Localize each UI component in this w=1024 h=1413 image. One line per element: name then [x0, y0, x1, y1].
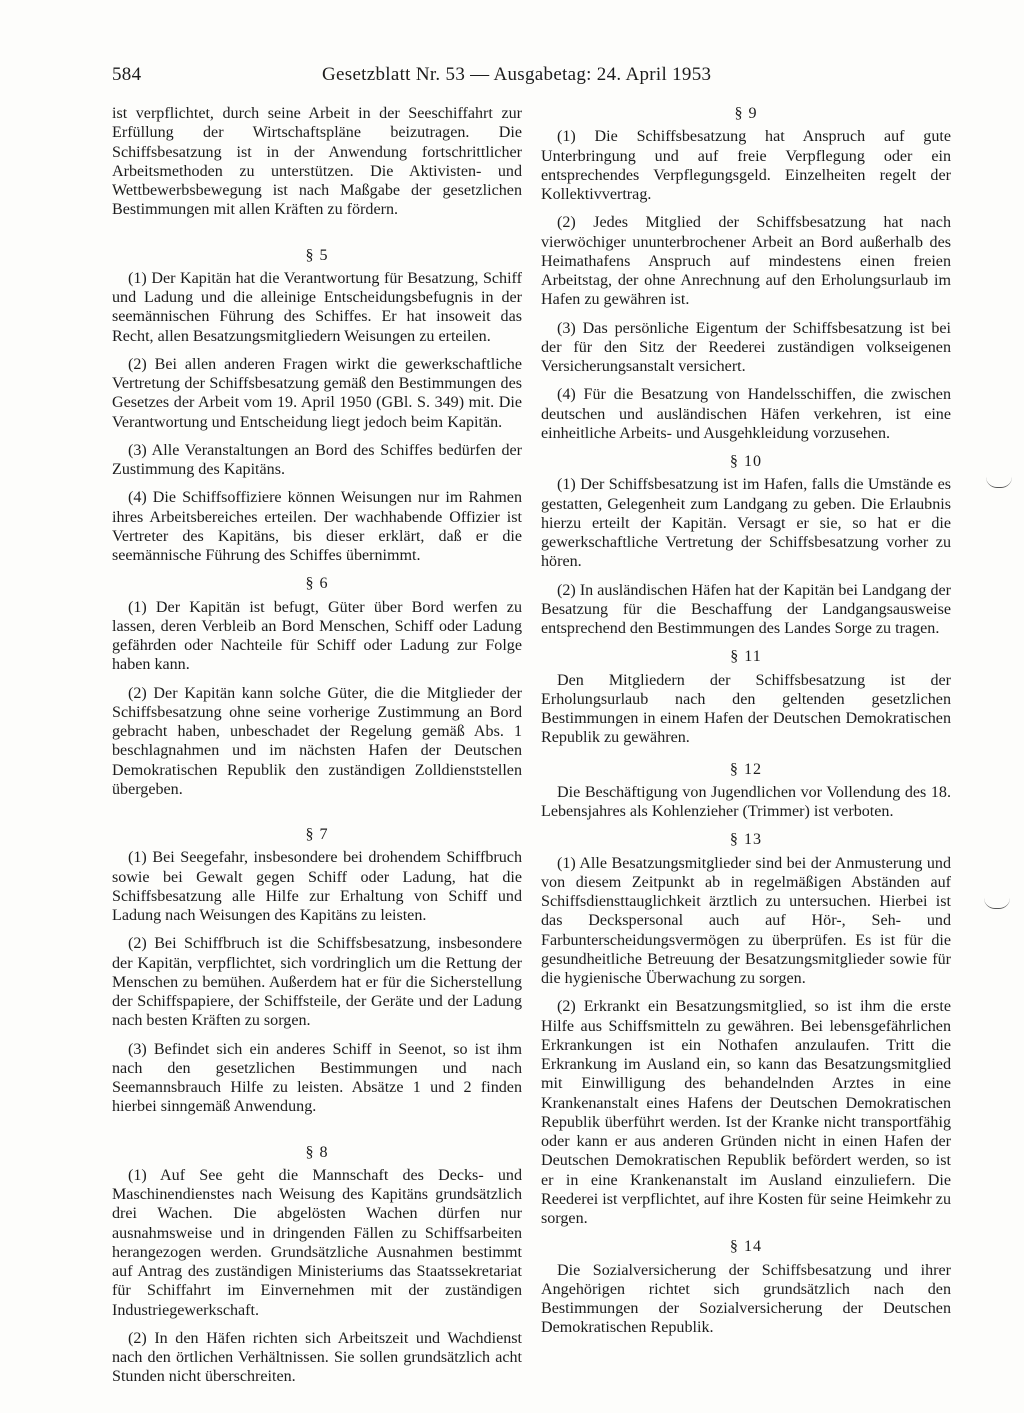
section-6-para-1: (1) Der Kapitän ist befugt, Güter über Bord werfen zu lassen, deren Verbleib an Bord Menschen, Schiff oder Ladung gefährden oder Nachteile für Schiff oder Ladung zur Folge haben kann.	[112, 598, 522, 674]
left-column	[112, 104, 522, 1396]
section-9-para-1: (1) Die Schiffsbesatzung hat Anspruch auf gute Unterbringung und auf freie Verpflegung oder ein entsprechendes Verpflegungsgeld. Einzelheiten regelt der Kollektivvertrag.	[541, 128, 951, 203]
section-5-heading: § 5	[305, 246, 329, 264]
section-9-heading: § 9	[734, 105, 758, 122]
section-10-para-2: (2) In ausländischen Häfen hat der Kapitän bei Landgang der Besatzung für die Beschaffung der Landgangsausweise entsprechend den Bestimmungen des Landes Sorge zu tragen.	[541, 581, 951, 637]
section-9-para-4: (4) Für die Besatzung von Handelsschiffen, die zwischen deutschen und ausländischen Häfen verkehren, ist eine einheitliche Arbeits- und Ausgehkleidung vorzusehen.	[541, 386, 951, 442]
section-6-heading: § 6	[305, 575, 329, 593]
section-6-para-2: (2) Der Kapitän kann solche Güter, die die Mitglieder der Schiffsbesatzung ohne seine vorherige Zustimmung an Bord gebracht haben, unbeschadet der Regelung gemäß Abs. 1 beschlagnahmen und im nächsten Hafen der Deutschen Demokratischen Republik den zuständigen Zolldienststellen übergeben.	[112, 684, 522, 798]
section-8-heading: § 8	[305, 1143, 329, 1161]
intro-continuation: ist verpflichtet, durch seine Arbeit in der Seeschiffahrt zur Erfüllung der Wirtschaftspläne beizutragen. Die Schiffsbesatzung ist in der Anwendung fortschrittlicher Arbeitsmethoden zu unterstützen. Die Aktivisten- und Wettbewerbsbewegung ist nach Maßgabe der gesetzlichen Bestimmungen mit allen Kräften zu fördern.	[112, 105, 522, 219]
section-5-para-1: (1) Der Kapitän hat die Verantwortung für Besatzung, Schiff und Ladung und die alleinige Entscheidungsbefugnis in der seemännischen Führung des Schiffes. Er hat insoweit das Recht, allen Besatzungsmitgliedern Weisungen zu erteilen.	[112, 269, 522, 345]
margin-pencil-mark	[984, 898, 1010, 909]
section-7-para-3: (3) Befindet sich ein anderes Schiff in Seenot, so ist ihm nach den gesetzlichen Bestimmungen und nach Seemannsbrauch Hilfe zu leisten. Absätze 1 und 2 finden hierbei sinngemäß Anwendung.	[112, 1040, 522, 1116]
page-header	[112, 64, 962, 94]
section-13-para-1: (1) Alle Besatzungsmitglieder sind bei der Anmusterung und von diesem Zeitpunkt ab in regelmäßigen Abständen auf Schiffsdiensttauglichkeit ärztlich zu untersuchen. Hierbei ist das Deckspersonal auch auf Hör-, Seh- und Farbunterscheidungsvermögen zu überprüfen. Es ist für die gesundheitliche Betreuung der Besatzungsmitglieder sowie für die hygienische Überwachung zu sorgen.	[541, 854, 951, 987]
right-column	[541, 104, 951, 1347]
section-13-heading: § 13	[729, 831, 763, 849]
margin-pencil-mark	[986, 477, 1012, 488]
section-13-para-2: (2) Erkrankt ein Besatzungsmitglied, so ist ihm die erste Hilfe aus Schiffsmitteln zu gewähren. Bei lebensgefährlichen Erkrankungen ist ein Nothafen anzulaufen. Tritt die Erkrankung im Ausland ein, so kann das Besatzungsmitglied mit Einwilligung des behandelnden Arztes in eine Krankenanstalt eines Hafens der Deutschen Demokratischen Republik überführt werden. Ist der Kranke nicht transportfähig oder kann er aus anderen Gründen nicht in einen Hafen der Deutschen Demokratischen Republik befördert werden, so ist er in eine Krankenanstalt im Ausland einzuliefern. Die Reederei ist verpflichtet, auf ihre Kosten für seine Heimkehr zu sorgen.	[541, 998, 951, 1227]
page-number: 584	[112, 64, 142, 85]
section-14-para-1: Die Sozialversicherung der Schiffsbesatzung und ihrer Angehörigen richtet sich grundsätzlich nach den Bestimmungen der Sozialversicherung der Deutschen Demokratischen Republik.	[541, 1261, 951, 1337]
section-5-para-2: (2) Bei allen anderen Fragen wirkt die gewerkschaftliche Vertretung der Schiffsbesatzung gemäß den Bestimmungen des Gesetzes der Arbeit vom 19. April 1950 (GBl. S. 349) mit. Die Verantwortung und Entscheidung liegt jedoch beim Kapitän.	[112, 355, 522, 431]
running-title: Gesetzblatt Nr. 53 — Ausgabetag: 24. April 1953	[322, 64, 712, 85]
section-10-heading: § 10	[729, 453, 763, 470]
section-11-heading: § 11	[730, 648, 762, 666]
section-9-para-3: (3) Das persönliche Eigentum der Schiffsbesatzung ist bei der für den Sitz der Reederei zuständigen volkseigenen Versicherungsanstalt versichert.	[541, 319, 951, 375]
section-11-para-1: Den Mitgliedern der Schiffsbesatzung ist der Erholungsurlaub nach den geltenden gesetzlichen Bestimmungen in einem Hafen der Deutschen Demokratischen Republik zu gewähren.	[541, 671, 951, 747]
section-12-heading: § 12	[729, 760, 763, 778]
section-8-para-2: (2) In den Häfen richten sich Arbeitszeit und Wachdienst nach den örtlichen Verhältnissen. Sie sollen grundsätzlich acht Stunden nicht überschreiten.	[112, 1329, 522, 1386]
section-10-para-1: (1) Der Schiffsbesatzung ist im Hafen, falls die Umstände es gestatten, Gelegenheit zum Landgang zu geben. Die Erlaubnis hierzu erteilt der Kapitän. Versagt er sie, so hat er die gewerkschaftliche Vertretung der Schiffsbesatzung vorher zu hören.	[541, 476, 951, 571]
section-14-heading: § 14	[729, 1238, 763, 1256]
section-7-para-2: (2) Bei Schiffbruch ist die Schiffsbesatzung, insbesondere der Kapitän, verpflichtet, sich vordringlich um die Rettung der Menschen zu bemühen. Außerdem hat er für die Sicherstellung der Schiffspapiere, der Schiffsteile, der Geräte und der Ladung nach besten Kräften zu sorgen.	[112, 935, 522, 1030]
section-12-para-1: Die Beschäftigung von Jugendlichen vor Vollendung des 18. Lebensjahres als Kohlenzieher (Trimmer) ist verboten.	[541, 783, 951, 820]
section-5-para-4: (4) Die Schiffsoffiziere können Weisungen nur im Rahmen ihres Arbeitsbereiches erteilen. Der wachhabende Offizier ist Vertreter des Kapitäns, bis dieser erklärt, daß er die seemännische Führung des Schiffes übernimmt.	[112, 489, 522, 564]
section-7-heading: § 7	[305, 826, 329, 843]
section-7-para-1: (1) Bei Seegefahr, insbesondere bei drohendem Schiffbruch sowie bei Gewalt gegen Schiff oder Ladung, hat die Schiffsbesatzung alle Hilfe zur Erhaltung von Schiff und Ladung nach Weisungen des Kapitäns zu leisten.	[112, 849, 522, 924]
section-5-para-3: (3) Alle Veranstaltungen an Bord des Schiffes bedürfen der Zustimmung des Kapitäns.	[112, 441, 522, 478]
section-8-para-1: (1) Auf See geht die Mannschaft des Decks- und Maschinendienstes nach Weisung des Kapitäns grundsätzlich drei Wachen. Die abgelösten Wachen dürfen nur ausnahmsweise und in dringenden Fällen zu Schiffsarbeiten herangezogen werden. Grundsätzliche Ausnahmen bestimmt auf Antrag des zuständigen Ministeriums das Staatssekretariat für Schiffahrt im Einvernehmen mit der zuständigen Industriegewerkschaft.	[112, 1166, 522, 1319]
section-9-para-2: (2) Jedes Mitglied der Schiffsbesatzung hat nach vierwöchiger ununterbrochener Arbeit an Bord außerhalb des Heimathafens Anspruch auf mindestens einen freien Arbeitstag, der ohne Anrechnung auf den Erholungsurlaub im Hafen zu gewähren ist.	[541, 214, 951, 309]
